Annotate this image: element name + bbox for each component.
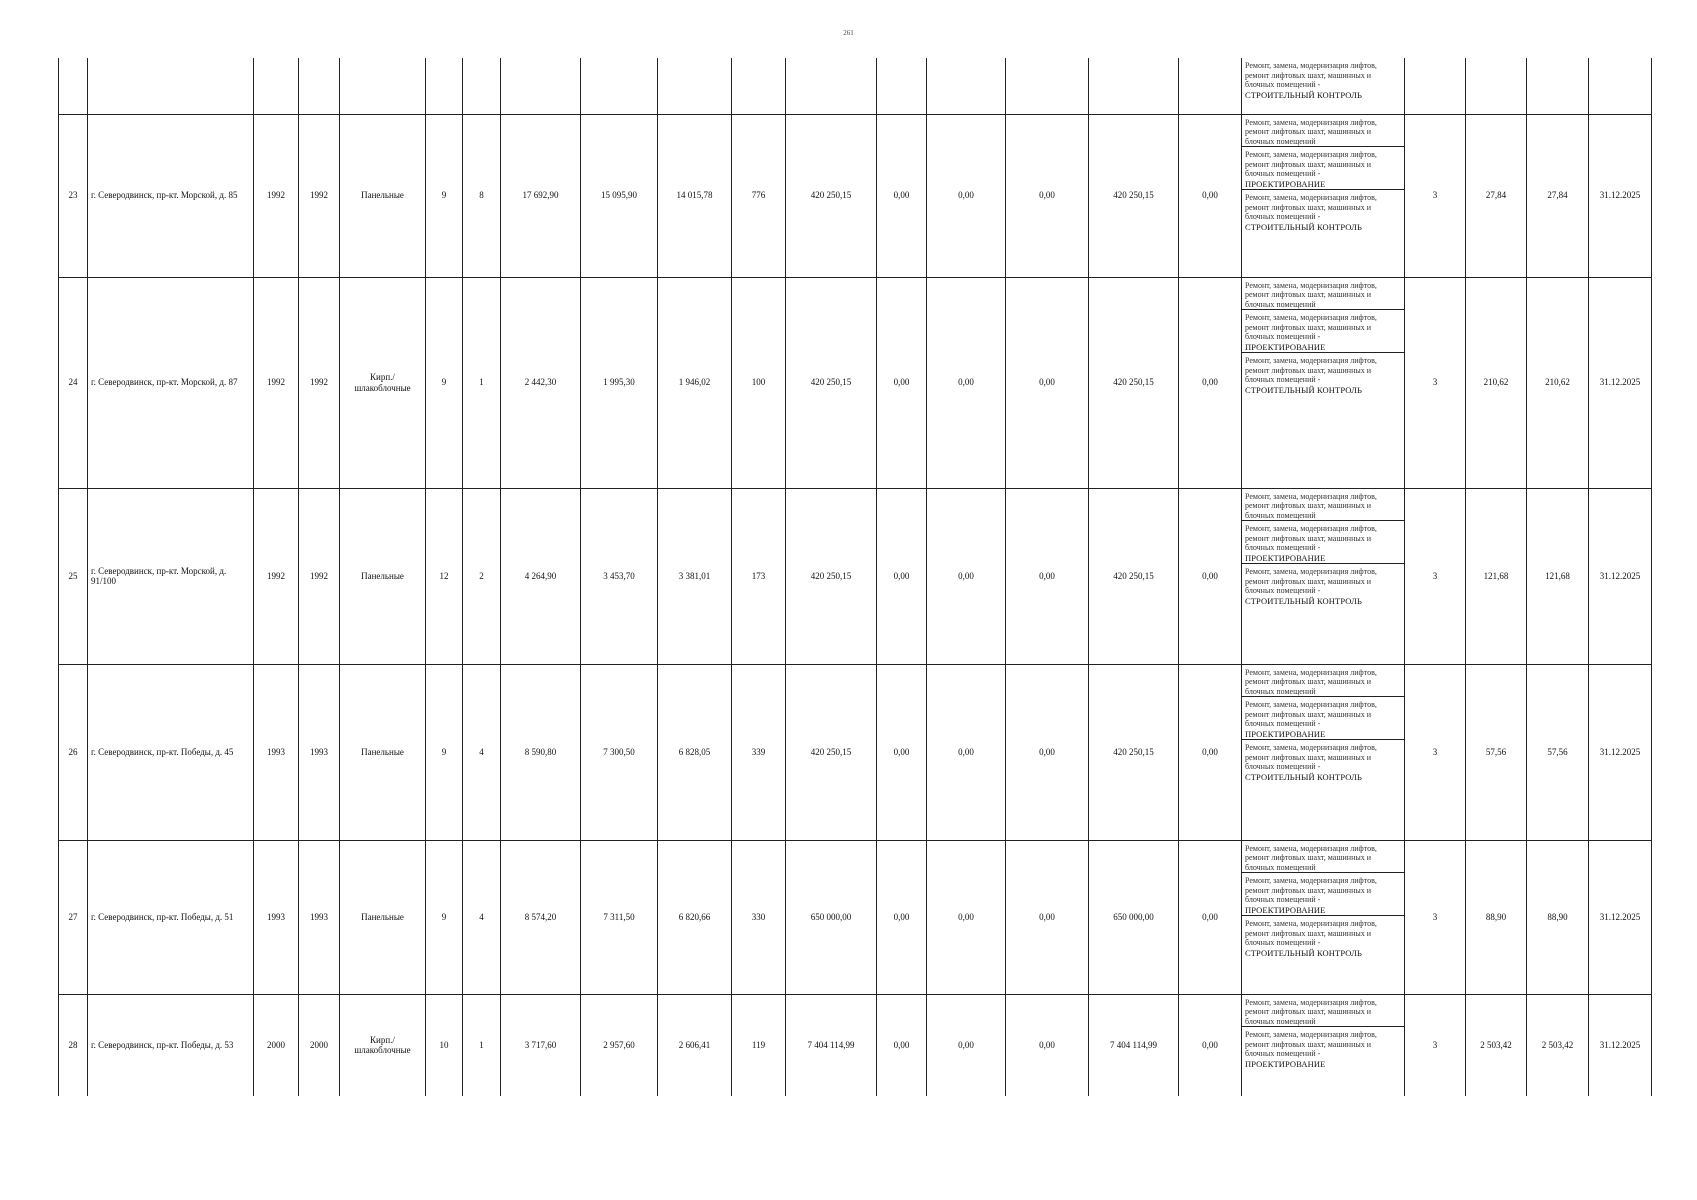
deadline-cell: 31.12.2025 — [1589, 277, 1652, 488]
table-row — [59, 994, 1652, 1096]
year-build-cell: 1992 — [254, 277, 299, 488]
work-item — [1242, 147, 1404, 190]
fund-owners-cell: 420 250,15 — [1089, 488, 1179, 664]
work-item — [1242, 1027, 1404, 1069]
fund-local-cell: 0,00 — [1006, 277, 1089, 488]
work-item-text: Ремонт, замена, модернизация лифтов, ремонт лифтовых шахт, машинных и блочных помещений - — [1245, 567, 1377, 596]
row-number: 28 — [59, 994, 88, 1096]
residents-cell: 330 — [732, 840, 786, 994]
work-item-text: Ремонт, замена, модернизация лифтов, ремонт лифтовых шахт, машинных и блочных помещений - — [1245, 919, 1377, 948]
area-total-cell: 8 590,80 — [501, 664, 581, 840]
work-item — [1242, 841, 1404, 874]
floors-cell: 10 — [426, 994, 463, 1096]
table-row — [59, 488, 1652, 664]
residents-cell: 173 — [732, 488, 786, 664]
unit-cost-cell: 2 503,42 — [1466, 994, 1527, 1096]
fund-regional-cell: 0,00 — [927, 114, 1006, 277]
work-item-stage: ПРОЕКТИРОВАНИЕ — [1245, 342, 1326, 353]
area-total-cell: 2 442,30 — [501, 277, 581, 488]
unit-cost-cell: 57,56 — [1466, 664, 1527, 840]
work-item-stage: СТРОИТЕЛЬНЫЙ КОНТРОЛЬ — [1245, 596, 1362, 607]
area-total-cell: 17 692,90 — [501, 114, 581, 277]
unit-cell: 3 — [1405, 664, 1466, 840]
work-item-cell — [1242, 664, 1405, 840]
floors-cell: 9 — [426, 114, 463, 277]
work-item-text: Ремонт, замена, модернизация лифтов, ремонт лифтовых шахт, машинных и блочных помещений - — [1245, 876, 1377, 905]
row-number: 23 — [59, 114, 88, 277]
residents-cell: 776 — [732, 114, 786, 277]
row-number: 24 — [59, 277, 88, 488]
unit-cost-max-cell: 210,62 — [1527, 277, 1589, 488]
unit-cost-max-cell: 88,90 — [1527, 840, 1589, 994]
residents-cell: 339 — [732, 664, 786, 840]
work-item-cell — [1242, 58, 1405, 114]
deadline-cell: 31.12.2025 — [1589, 994, 1652, 1096]
area-residential-cell: 2 606,41 — [658, 994, 732, 1096]
unit-cost-max-cell: 57,56 — [1527, 664, 1589, 840]
unit-cell: 3 — [1405, 488, 1466, 664]
work-item — [1242, 278, 1404, 311]
wall-material-cell: Панельные — [340, 840, 426, 994]
unit-cost-max-cell: 27,84 — [1527, 114, 1589, 277]
fund-owners-cell: 7 404 114,99 — [1089, 994, 1179, 1096]
fund-owners-cell: 420 250,15 — [1089, 664, 1179, 840]
row-number: 27 — [59, 840, 88, 994]
unit-cost-max-cell: 2 503,42 — [1527, 994, 1589, 1096]
work-item-cell — [1242, 488, 1405, 664]
work-item — [1242, 697, 1404, 740]
floors-cell: 12 — [426, 488, 463, 664]
fund-regional-cell: 0,00 — [927, 840, 1006, 994]
work-item-stage: ПРОЕКТИРОВАНИЕ — [1245, 729, 1326, 740]
fund-owners-cell: 650 000,00 — [1089, 840, 1179, 994]
work-item — [1242, 489, 1404, 522]
unit-cost-cell: 121,68 — [1466, 488, 1527, 664]
cost-total-cell: 420 250,15 — [786, 114, 877, 277]
work-item-text: Ремонт, замена, модернизация лифтов, ремонт лифтовых шахт, машинных и блочных помещений — [1245, 280, 1377, 309]
work-item-stage: ПРОЕКТИРОВАНИЕ — [1245, 1059, 1326, 1070]
work-item-cell — [1242, 277, 1405, 488]
work-item-text: Ремонт, замена, модернизация лифтов, ремонт лифтовых шахт, машинных и блочных помещений - — [1245, 356, 1377, 385]
fund-federal-cell: 0,00 — [877, 994, 927, 1096]
year-commission-cell: 2000 — [299, 994, 340, 1096]
work-item — [1242, 995, 1404, 1028]
work-item-stage: СТРОИТЕЛЬНЫЙ КОНТРОЛЬ — [1245, 222, 1362, 233]
fund-other-cell: 0,00 — [1179, 840, 1242, 994]
entrances-cell: 8 — [463, 114, 501, 277]
deadline-cell: 31.12.2025 — [1589, 664, 1652, 840]
wall-material-cell: Кирп./ шлакоблочные — [340, 994, 426, 1096]
work-item — [1242, 115, 1404, 148]
area-residential-cell: 1 946,02 — [658, 277, 732, 488]
area-total-cell: 8 574,20 — [501, 840, 581, 994]
fund-regional-cell: 0,00 — [927, 664, 1006, 840]
unit-cell: 3 — [1405, 277, 1466, 488]
work-item-text: Ремонт, замена, модернизация лифтов, ремонт лифтовых шахт, машинных и блочных помещений - — [1245, 524, 1377, 553]
year-build-cell: 1993 — [254, 664, 299, 840]
fund-local-cell: 0,00 — [1006, 840, 1089, 994]
fund-federal-cell: 0,00 — [877, 114, 927, 277]
fund-other-cell: 0,00 — [1179, 664, 1242, 840]
unit-cost-cell: 210,62 — [1466, 277, 1527, 488]
work-item — [1242, 353, 1404, 395]
wall-material-cell: Панельные — [340, 114, 426, 277]
fund-regional-cell: 0,00 — [927, 488, 1006, 664]
year-build-cell: 2000 — [254, 994, 299, 1096]
fund-owners-cell: 420 250,15 — [1089, 114, 1179, 277]
fund-local-cell: 0,00 — [1006, 664, 1089, 840]
cost-total-cell: 420 250,15 — [786, 664, 877, 840]
fund-other-cell: 0,00 — [1179, 488, 1242, 664]
address-cell: г. Северодвинск, пр-кт. Морской, д. 87 — [88, 277, 254, 488]
page-number: 261 — [843, 29, 854, 37]
cost-total-cell: 7 404 114,99 — [786, 994, 877, 1096]
area-living-cell: 2 957,60 — [581, 994, 658, 1096]
unit-cost-cell: 88,90 — [1466, 840, 1527, 994]
entrances-cell: 4 — [463, 840, 501, 994]
row-number: 25 — [59, 488, 88, 664]
floors-cell: 9 — [426, 664, 463, 840]
area-residential-cell: 3 381,01 — [658, 488, 732, 664]
work-item — [1242, 740, 1404, 782]
table-row — [59, 840, 1652, 994]
work-item-cell — [1242, 114, 1405, 277]
work-item-stage: СТРОИТЕЛЬНЫЙ КОНТРОЛЬ — [1245, 385, 1362, 396]
deadline-cell: 31.12.2025 — [1589, 840, 1652, 994]
fund-regional-cell: 0,00 — [927, 277, 1006, 488]
cost-total-cell: 650 000,00 — [786, 840, 877, 994]
fund-federal-cell: 0,00 — [877, 840, 927, 994]
fund-other-cell: 0,00 — [1179, 277, 1242, 488]
area-total-cell: 3 717,60 — [501, 994, 581, 1096]
address-cell: г. Северодвинск, пр-кт. Победы, д. 53 — [88, 994, 254, 1096]
floors-cell: 9 — [426, 840, 463, 994]
fund-federal-cell: 0,00 — [877, 488, 927, 664]
work-item — [1242, 873, 1404, 916]
row-number: 26 — [59, 664, 88, 840]
area-living-cell: 15 095,90 — [581, 114, 658, 277]
unit-cell: 3 — [1405, 994, 1466, 1096]
work-item-text: Ремонт, замена, модернизация лифтов, ремонт лифтовых шахт, машинных и блочных помещений — [1245, 997, 1377, 1026]
area-residential-cell: 6 820,66 — [658, 840, 732, 994]
work-item-text: Ремонт, замена, модернизация лифтов, ремонт лифтовых шахт, машинных и блочных помещений — [1245, 843, 1377, 872]
fund-local-cell: 0,00 — [1006, 994, 1089, 1096]
table-row — [59, 114, 1652, 277]
area-living-cell: 3 453,70 — [581, 488, 658, 664]
unit-cell: 3 — [1405, 114, 1466, 277]
year-commission-cell: 1993 — [299, 664, 340, 840]
work-item-stage: СТРОИТЕЛЬНЫЙ КОНТРОЛЬ — [1245, 948, 1362, 959]
fund-federal-cell: 0,00 — [877, 664, 927, 840]
work-item-text: Ремонт, замена, модернизация лифтов, ремонт лифтовых шахт, машинных и блочных помещений - — [1245, 313, 1377, 342]
fund-federal-cell: 0,00 — [877, 277, 927, 488]
work-item — [1242, 310, 1404, 353]
floors-cell: 9 — [426, 277, 463, 488]
work-item — [1242, 916, 1404, 958]
wall-material-cell: Кирп./ шлакоблочные — [340, 277, 426, 488]
area-residential-cell: 14 015,78 — [658, 114, 732, 277]
work-item-text: Ремонт, замена, модернизация лифтов, ремонт лифтовых шахт, машинных и блочных помещений - — [1245, 150, 1377, 179]
work-item-stage: СТРОИТЕЛЬНЫЙ КОНТРОЛЬ — [1245, 772, 1362, 783]
work-item-text: Ремонт, замена, модернизация лифтов, ремонт лифтовых шахт, машинных и блочных помещений — [1245, 491, 1377, 520]
work-item — [1242, 521, 1404, 564]
work-item-text: Ремонт, замена, модернизация лифтов, ремонт лифтовых шахт, машинных и блочных помещений - — [1245, 1030, 1377, 1059]
work-item-cell — [1242, 840, 1405, 994]
area-living-cell: 1 995,30 — [581, 277, 658, 488]
entrances-cell: 4 — [463, 664, 501, 840]
entrances-cell: 1 — [463, 277, 501, 488]
work-item — [1242, 190, 1404, 232]
table-row — [59, 664, 1652, 840]
year-commission-cell: 1992 — [299, 114, 340, 277]
entrances-cell: 1 — [463, 994, 501, 1096]
work-item — [1242, 665, 1404, 698]
area-residential-cell: 6 828,05 — [658, 664, 732, 840]
cost-total-cell: 420 250,15 — [786, 277, 877, 488]
fund-regional-cell: 0,00 — [927, 994, 1006, 1096]
deadline-cell: 31.12.2025 — [1589, 488, 1652, 664]
unit-cell: 3 — [1405, 840, 1466, 994]
unit-cost-cell: 27,84 — [1466, 114, 1527, 277]
work-item — [1242, 58, 1404, 100]
work-item-text: Ремонт, замена, модернизация лифтов, ремонт лифтовых шахт, машинных и блочных помещений — [1245, 667, 1377, 696]
work-item-stage: СТРОИТЕЛЬНЫЙ КОНТРОЛЬ — [1245, 89, 1362, 100]
work-item-cell — [1242, 994, 1405, 1096]
address-cell: г. Северодвинск, пр-кт. Морской, д. 85 — [88, 114, 254, 277]
unit-cost-max-cell: 121,68 — [1527, 488, 1589, 664]
fund-other-cell: 0,00 — [1179, 114, 1242, 277]
cost-total-cell: 420 250,15 — [786, 488, 877, 664]
work-item-stage: ПРОЕКТИРОВАНИЕ — [1245, 905, 1326, 916]
fund-owners-cell: 420 250,15 — [1089, 277, 1179, 488]
year-commission-cell: 1992 — [299, 488, 340, 664]
work-item-text: Ремонт, замена, модернизация лифтов, ремонт лифтовых шахт, машинных и блочных помещений - — [1245, 700, 1377, 729]
continuation-row — [59, 58, 1652, 114]
address-cell: г. Северодвинск, пр-кт. Морской, д. 91/100 — [88, 488, 254, 664]
work-item-text: Ремонт, замена, модернизация лифтов, ремонт лифтовых шахт, машинных и блочных помещений - — [1245, 61, 1377, 90]
year-build-cell: 1992 — [254, 488, 299, 664]
wall-material-cell: Панельные — [340, 664, 426, 840]
work-item-stage: ПРОЕКТИРОВАНИЕ — [1245, 179, 1326, 190]
area-total-cell: 4 264,90 — [501, 488, 581, 664]
area-living-cell: 7 311,50 — [581, 840, 658, 994]
area-living-cell: 7 300,50 — [581, 664, 658, 840]
work-item-text: Ремонт, замена, модернизация лифтов, ремонт лифтовых шахт, машинных и блочных помещений — [1245, 117, 1377, 146]
deadline-cell: 31.12.2025 — [1589, 114, 1652, 277]
year-commission-cell: 1992 — [299, 277, 340, 488]
address-cell: г. Северодвинск, пр-кт. Победы, д. 45 — [88, 664, 254, 840]
work-item — [1242, 564, 1404, 606]
fund-other-cell: 0,00 — [1179, 994, 1242, 1096]
year-build-cell: 1993 — [254, 840, 299, 994]
year-build-cell: 1992 — [254, 114, 299, 277]
capital-repair-table — [58, 58, 1652, 1096]
work-item-text: Ремонт, замена, модернизация лифтов, ремонт лифтовых шахт, машинных и блочных помещений - — [1245, 193, 1377, 222]
address-cell: г. Северодвинск, пр-кт. Победы, д. 51 — [88, 840, 254, 994]
work-item-stage: ПРОЕКТИРОВАНИЕ — [1245, 553, 1326, 564]
residents-cell: 100 — [732, 277, 786, 488]
fund-local-cell: 0,00 — [1006, 488, 1089, 664]
year-commission-cell: 1993 — [299, 840, 340, 994]
fund-local-cell: 0,00 — [1006, 114, 1089, 277]
work-item-text: Ремонт, замена, модернизация лифтов, ремонт лифтовых шахт, машинных и блочных помещений - — [1245, 743, 1377, 772]
table-row — [59, 277, 1652, 488]
wall-material-cell: Панельные — [340, 488, 426, 664]
entrances-cell: 2 — [463, 488, 501, 664]
residents-cell: 119 — [732, 994, 786, 1096]
